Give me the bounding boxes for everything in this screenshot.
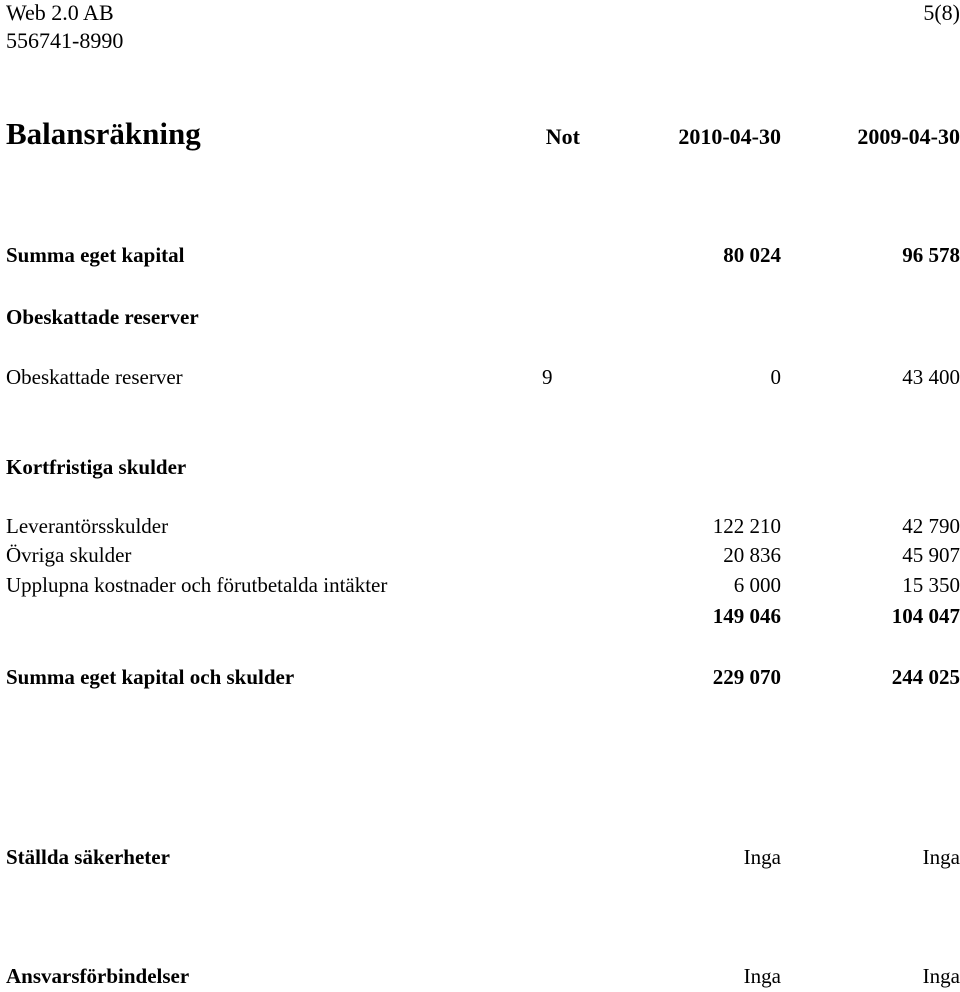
section-heading-kortfristiga: Kortfristiga skulder: [6, 455, 187, 479]
row-label: Upplupna kostnader och förutbetalda intäkter: [6, 573, 388, 597]
row-value-year2: 96 578: [902, 243, 960, 267]
row-label: Ansvarsförbindelser: [6, 964, 190, 988]
row-value-year2: 45 907: [902, 543, 960, 567]
row-value-year2: Inga: [922, 845, 960, 869]
row-value-year1: 0: [770, 365, 781, 389]
column-header-note: Not: [545, 124, 580, 149]
section-heading-obeskattade: Obeskattade reserver: [6, 305, 199, 329]
row-label: Övriga skulder: [6, 543, 132, 567]
row-value-year1: 6 000: [733, 573, 781, 597]
row-value-year2: 42 790: [902, 514, 960, 538]
row-value-year1: 122 210: [712, 514, 781, 538]
row-note: 9: [542, 365, 553, 389]
row-label: Summa eget kapital: [6, 243, 185, 267]
row-value-year2: 104 047: [891, 604, 960, 628]
row-value-year1: 229 070: [712, 665, 781, 689]
row-value-year2: 244 025: [891, 665, 960, 689]
row-label: Ställda säkerheter: [6, 845, 170, 869]
row-label: Obeskattade reserver: [6, 365, 183, 389]
row-value-year1: Inga: [743, 845, 781, 869]
row-value-year1: Inga: [743, 964, 781, 988]
row-value-year1: 20 836: [723, 543, 781, 567]
org-number: 556741-8990: [6, 28, 124, 53]
page-title: Balansräkning: [6, 116, 201, 151]
row-label: Leverantörsskulder: [6, 514, 169, 538]
page-number: 5(8): [923, 0, 960, 25]
column-header-year2: 2009-04-30: [857, 124, 960, 149]
column-header-year1: 2010-04-30: [678, 124, 781, 149]
row-value-year2: 43 400: [902, 365, 960, 389]
row-value-year2: Inga: [922, 964, 960, 988]
row-value-year2: 15 350: [902, 573, 960, 597]
row-label: Summa eget kapital och skulder: [6, 665, 295, 689]
row-value-year1: 80 024: [723, 243, 781, 267]
company-name: Web 2.0 AB: [6, 0, 114, 25]
row-value-year1: 149 046: [712, 604, 781, 628]
